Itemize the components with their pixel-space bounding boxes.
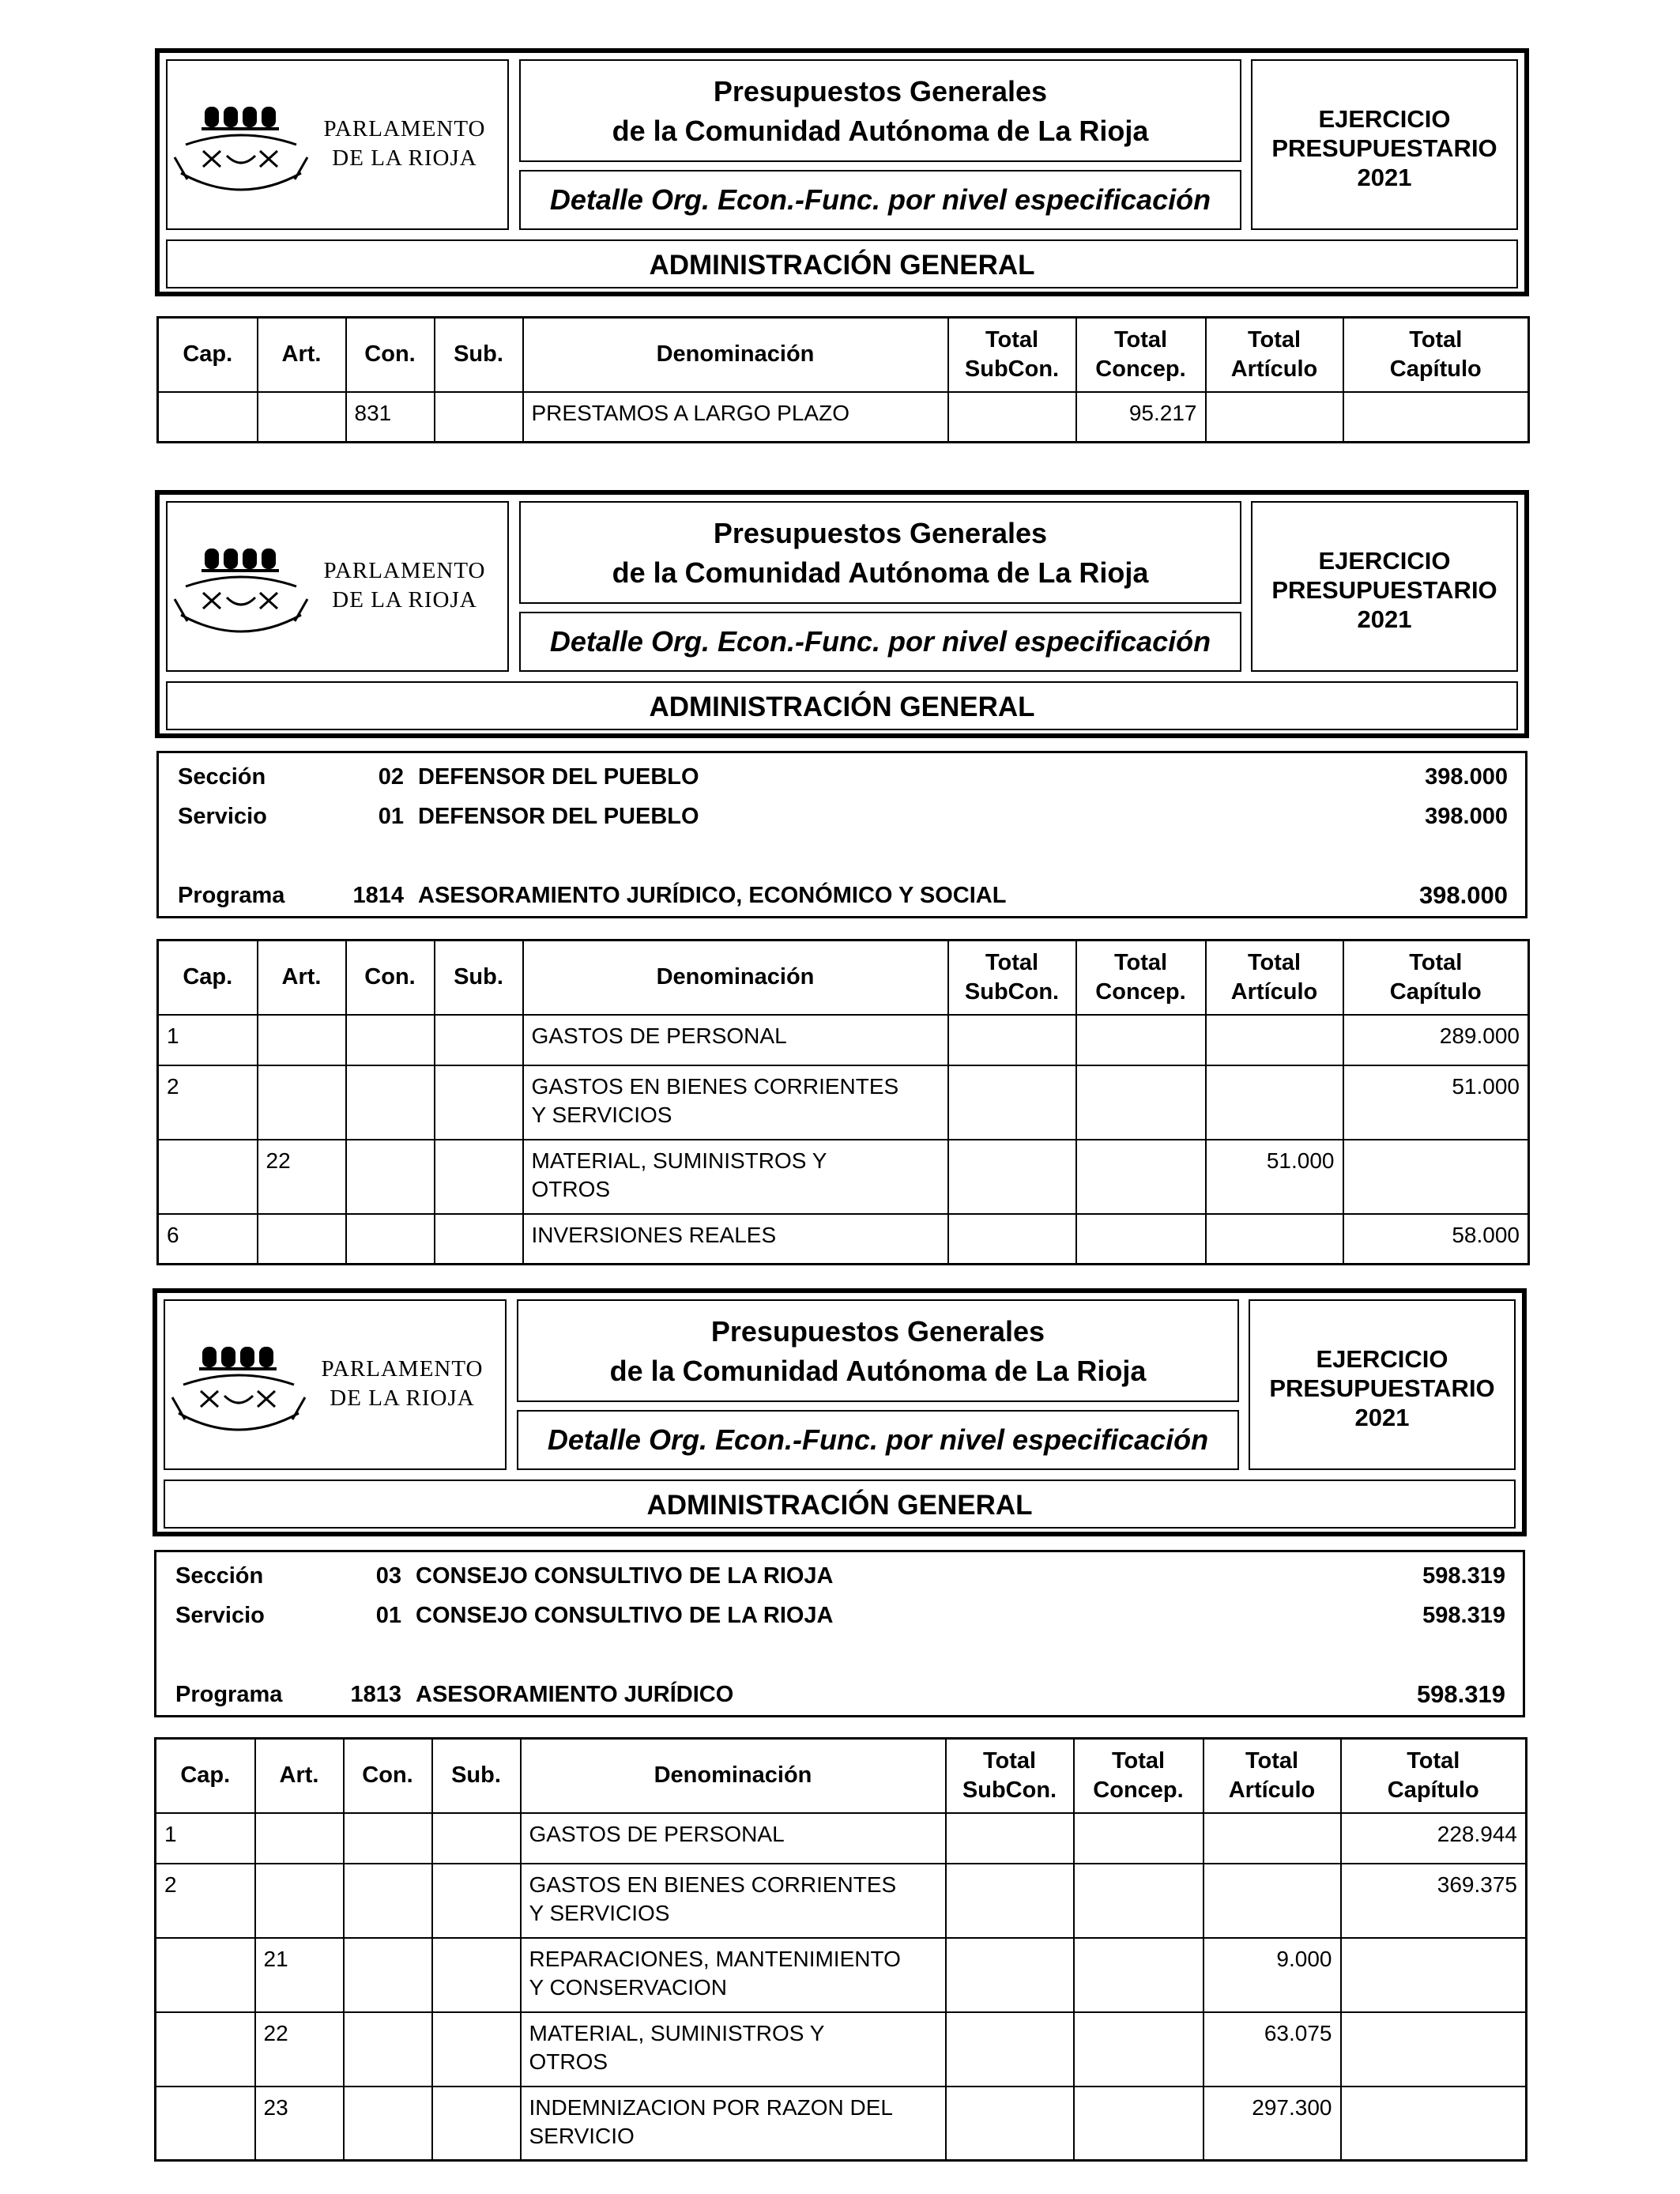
- col-header-sub: Sub.: [435, 318, 523, 392]
- col-header-articulo: Total Artículo: [1203, 1739, 1341, 1813]
- logo-label: PARLAMENTO DE LA RIOJA: [323, 558, 486, 613]
- document-header-2: [155, 490, 1529, 738]
- seccion-row: Sección 02 DEFENSOR DEL PUEBLO 398.000: [178, 764, 1508, 790]
- parliament-emblem-icon: [171, 94, 314, 197]
- section-info-3: [154, 1550, 1525, 1717]
- table-row: 22 MATERIAL, SUMINISTROS Y OTROS 51.000: [158, 1140, 1529, 1214]
- table-row: 2 GASTOS EN BIENES CORRIENTES Y SERVICIOS 51.000: [158, 1065, 1529, 1140]
- logo-label: PARLAMENTO DE LA RIOJA: [323, 116, 486, 171]
- col-header-cap: Cap.: [158, 318, 258, 392]
- table-row: 22 MATERIAL, SUMINISTROS Y OTROS 63.075: [156, 2012, 1527, 2087]
- parliament-logo: [166, 59, 509, 230]
- col-header-cap: Cap.: [156, 1739, 255, 1813]
- col-header-articulo: Total Artículo: [1206, 941, 1343, 1015]
- table-row: 2 GASTOS EN BIENES CORRIENTES Y SERVICIOS 369.375: [156, 1864, 1527, 1938]
- col-header-concep: Total Concep.: [1076, 318, 1206, 392]
- col-header-capitulo: Total Capítulo: [1341, 1739, 1527, 1813]
- table-row: 1 GASTOS DE PERSONAL 228.944: [156, 1813, 1527, 1864]
- parliament-logo: [166, 501, 509, 672]
- col-header-sub: Sub.: [432, 1739, 521, 1813]
- budget-table-1: [156, 316, 1530, 443]
- col-header-cap: Cap.: [158, 941, 258, 1015]
- col-header-subcon: Total SubCon.: [948, 318, 1076, 392]
- col-header-denominacion: Denominación: [523, 318, 948, 392]
- seccion-row: Sección 03 CONSEJO CONSULTIVO DE LA RIOJA 598.319: [175, 1563, 1505, 1589]
- table-header-row: [158, 318, 1529, 392]
- col-header-sub: Sub.: [435, 941, 523, 1015]
- programa-row: Programa 1813 ASESORAMIENTO JURÍDICO 598.319: [175, 1680, 1505, 1708]
- servicio-row: Servicio 01 DEFENSOR DEL PUEBLO 398.000: [178, 804, 1508, 829]
- col-header-con: Con.: [346, 941, 435, 1015]
- table-row: 21 REPARACIONES, MANTENIMIENTO Y CONSERVACION 9.000: [156, 1938, 1527, 2012]
- col-header-con: Con.: [346, 318, 435, 392]
- administration-title: ADMINISTRACIÓN GENERAL: [166, 681, 1518, 730]
- document-header-3: [153, 1288, 1527, 1536]
- table-header-row: [156, 1739, 1527, 1813]
- document-header-1: [155, 48, 1529, 296]
- logo-label: PARLAMENTO DE LA RIOJA: [321, 1356, 484, 1411]
- table-row: 6 INVERSIONES REALES 58.000: [158, 1214, 1529, 1265]
- administration-title: ADMINISTRACIÓN GENERAL: [166, 239, 1518, 288]
- table-row: 1 GASTOS DE PERSONAL 289.000: [158, 1015, 1529, 1065]
- budget-table-2: [156, 939, 1530, 1265]
- report-title: Presupuestos Generales de la Comunidad Autónoma de La Rioja: [519, 501, 1241, 604]
- col-header-capitulo: Total Capítulo: [1343, 941, 1529, 1015]
- programa-row: Programa 1814 ASESORAMIENTO JURÍDICO, ECONÓMICO Y SOCIAL 398.000: [178, 881, 1508, 909]
- budget-table-3: [154, 1737, 1527, 2162]
- fiscal-year-box: EJERCICIO PRESUPUESTARIO 2021: [1251, 501, 1518, 672]
- report-subtitle: Detalle Org. Econ.-Func. por nivel especificación: [519, 170, 1241, 230]
- col-header-art: Art.: [258, 941, 346, 1015]
- report-title: Presupuestos Generales de la Comunidad Autónoma de La Rioja: [517, 1299, 1239, 1402]
- report-title: Presupuestos Generales de la Comunidad Autónoma de La Rioja: [519, 59, 1241, 162]
- section-info-2: [156, 751, 1527, 918]
- col-header-articulo: Total Artículo: [1206, 318, 1343, 392]
- col-header-denominacion: Denominación: [521, 1739, 946, 1813]
- parliament-emblem-icon: [171, 536, 314, 639]
- col-header-art: Art.: [258, 318, 346, 392]
- report-subtitle: Detalle Org. Econ.-Func. por nivel especificación: [519, 612, 1241, 672]
- parliament-emblem-icon: [169, 1334, 311, 1437]
- servicio-row: Servicio 01 CONSEJO CONSULTIVO DE LA RIOJA 598.319: [175, 1603, 1505, 1628]
- table-header-row: [158, 941, 1529, 1015]
- parliament-logo: [164, 1299, 507, 1470]
- table-row: 831 PRESTAMOS A LARGO PLAZO 95.217: [158, 392, 1529, 443]
- col-header-capitulo: Total Capítulo: [1343, 318, 1529, 392]
- fiscal-year-box: EJERCICIO PRESUPUESTARIO 2021: [1251, 59, 1518, 230]
- administration-title: ADMINISTRACIÓN GENERAL: [164, 1480, 1516, 1529]
- col-header-concep: Total Concep.: [1076, 941, 1206, 1015]
- col-header-con: Con.: [344, 1739, 432, 1813]
- report-subtitle: Detalle Org. Econ.-Func. por nivel especificación: [517, 1410, 1239, 1470]
- col-header-concep: Total Concep.: [1074, 1739, 1203, 1813]
- table-row: 23 INDEMNIZACION POR RAZON DEL SERVICIO 297.300: [156, 2087, 1527, 2161]
- col-header-subcon: Total SubCon.: [948, 941, 1076, 1015]
- fiscal-year-box: EJERCICIO PRESUPUESTARIO 2021: [1249, 1299, 1516, 1470]
- col-header-art: Art.: [255, 1739, 344, 1813]
- col-header-denominacion: Denominación: [523, 941, 948, 1015]
- col-header-subcon: Total SubCon.: [946, 1739, 1074, 1813]
